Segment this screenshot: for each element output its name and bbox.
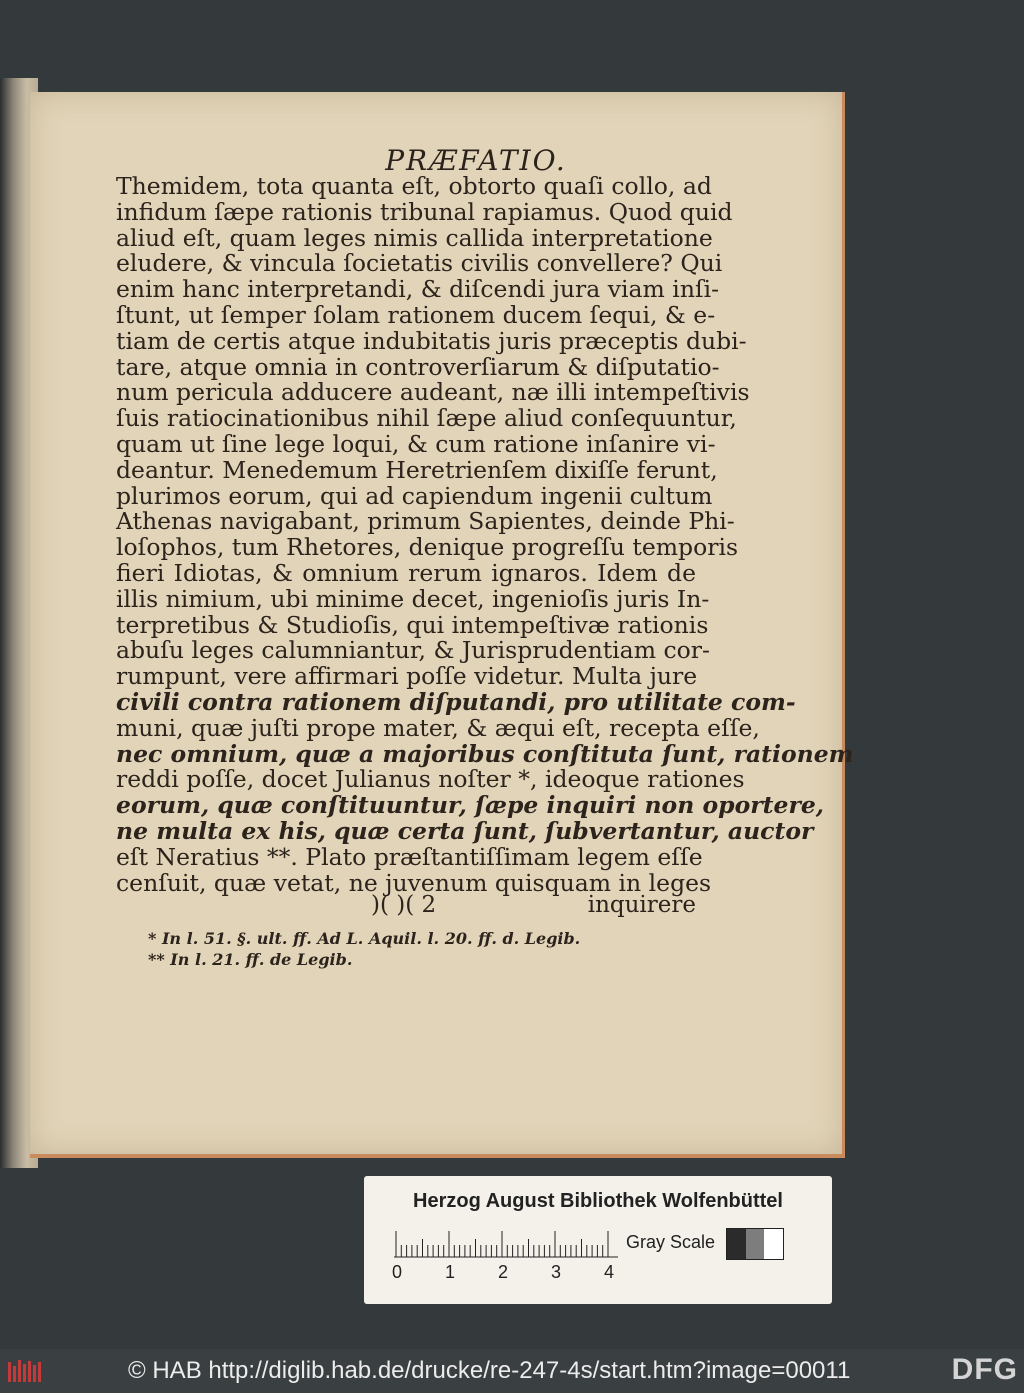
text-line: civili contra rationem diſputandi, pro utilitate com- — [116, 687, 796, 716]
book-page — [30, 92, 854, 1158]
ruler-number: 4 — [604, 1262, 615, 1282]
text-line: reddi poſſe, docet Julianus noſter *, ideoque rationes — [116, 765, 745, 794]
text-line: muni, quæ juſti prope mater, & æqui eſt, recepta eſſe, — [116, 713, 760, 742]
gray-scale-label: Gray Scale — [626, 1232, 716, 1252]
text-line: eſt Neratius **. Plato præſtantiſſimam legem eſſe — [116, 842, 703, 871]
footnote-1: * In l. 51. §. ult. ff. Ad L. Aquil. l. 20. ff. d. Legib. — [148, 929, 581, 948]
text-line: Athenas navigabant, primum Sapientes, deinde Phi- — [116, 507, 735, 536]
page-header: PRÆFATIO. — [385, 144, 567, 177]
text-line: Themidem, tota quanta eſt, obtorto quaſi collo, ad — [116, 172, 712, 200]
ruler-numbers — [392, 1262, 632, 1286]
text-line: deantur. Menedemum Heretrienſem dixiſſe ferunt, — [116, 455, 718, 484]
footer-bar — [0, 1349, 1024, 1393]
gray-swatch-dark — [727, 1229, 746, 1259]
text-line: infidum ſæpe rationis tribunal rapiamus. Quod quid — [116, 197, 733, 226]
footnotes — [148, 928, 580, 970]
library-name: Herzog August Bibliothek Wolfenbüttel — [413, 1190, 783, 1212]
ruler-number: 1 — [445, 1262, 456, 1282]
ruler-number: 3 — [551, 1262, 562, 1282]
library-color-card — [364, 1176, 832, 1304]
page-bottom-line — [116, 892, 696, 918]
copyright-link[interactable]: © HAB http://diglib.hab.de/drucke/re-247-4s/start.htm?image=00011 — [128, 1357, 851, 1384]
text-line: loſophos, tum Rhetores, denique progreſſu temporis — [116, 533, 739, 562]
measurement-ruler — [394, 1228, 618, 1258]
hab-logo-icon — [6, 1356, 46, 1386]
text-line: ne multa ex his, quæ certa ſunt, ſubvertantur, auctor — [116, 816, 814, 845]
text-line: enim hanc interpretandi, & diſcendi jura viam inſi- — [116, 275, 720, 304]
footnote-2: ** In l. 21. ff. de Legib. — [148, 950, 353, 969]
text-line: quam ut ſine lege loqui, & cum ratione inſanire vi- — [116, 429, 716, 458]
text-line: aliud eſt, quam leges nimis callida interpretatione — [116, 223, 713, 252]
text-line: cenſuit, quæ vetat, ne juvenum quisquam in leges — [116, 868, 712, 897]
gray-swatch-light — [764, 1229, 783, 1259]
ruler-number: 0 — [392, 1262, 403, 1282]
text-line: num pericula adducere audeant, næ illi intempeſtivis — [116, 378, 750, 407]
text-line: ſtunt, ut ſemper ſolam rationem ducem ſequi, & e- — [116, 300, 716, 329]
gray-swatch-mid — [746, 1229, 765, 1259]
text-line: fieri Idiotas, & omnium rerum ignaros. Idem de — [116, 558, 696, 587]
text-line: tare, atque omnia in controverſiarum & diſputatio- — [116, 352, 720, 381]
text-line: rumpunt, vere affirmari poſſe videtur. Multa jure — [116, 662, 698, 691]
text-line: terpretibus & Studioſis, qui intempeſtivæ rationis — [116, 610, 709, 639]
text-line: tiam de certis atque indubitatis juris præceptis dubi- — [116, 326, 747, 355]
gray-scale-swatches — [726, 1228, 784, 1260]
text-line: eorum, quæ conſtituuntur, ſæpe inquiri non oportere, — [116, 791, 824, 820]
text-line: ſuis ratiocinationibus nihil ſæpe aliud conſequuntur, — [116, 404, 737, 433]
catchword: inquirere — [587, 892, 696, 918]
dfg-logo: DFG — [951, 1353, 1018, 1386]
text-line: plurimos eorum, qui ad capiendum ingenii cultum — [116, 481, 713, 510]
text-line: eludere, & vincula ſocietatis civilis convellere? Qui — [116, 249, 723, 278]
ruler-number: 2 — [498, 1262, 509, 1282]
text-line: illis nimium, ubi minime decet, ingenioſis juris In- — [116, 584, 710, 613]
page-body-text — [116, 172, 854, 897]
signature-mark: )( )( 2 — [371, 892, 437, 918]
text-line: nec omnium, quæ a majoribus conſtituta ſunt, rationem — [116, 739, 854, 768]
text-line: abuſu leges calumniantur, & Jurisprudentiam cor- — [116, 636, 710, 665]
